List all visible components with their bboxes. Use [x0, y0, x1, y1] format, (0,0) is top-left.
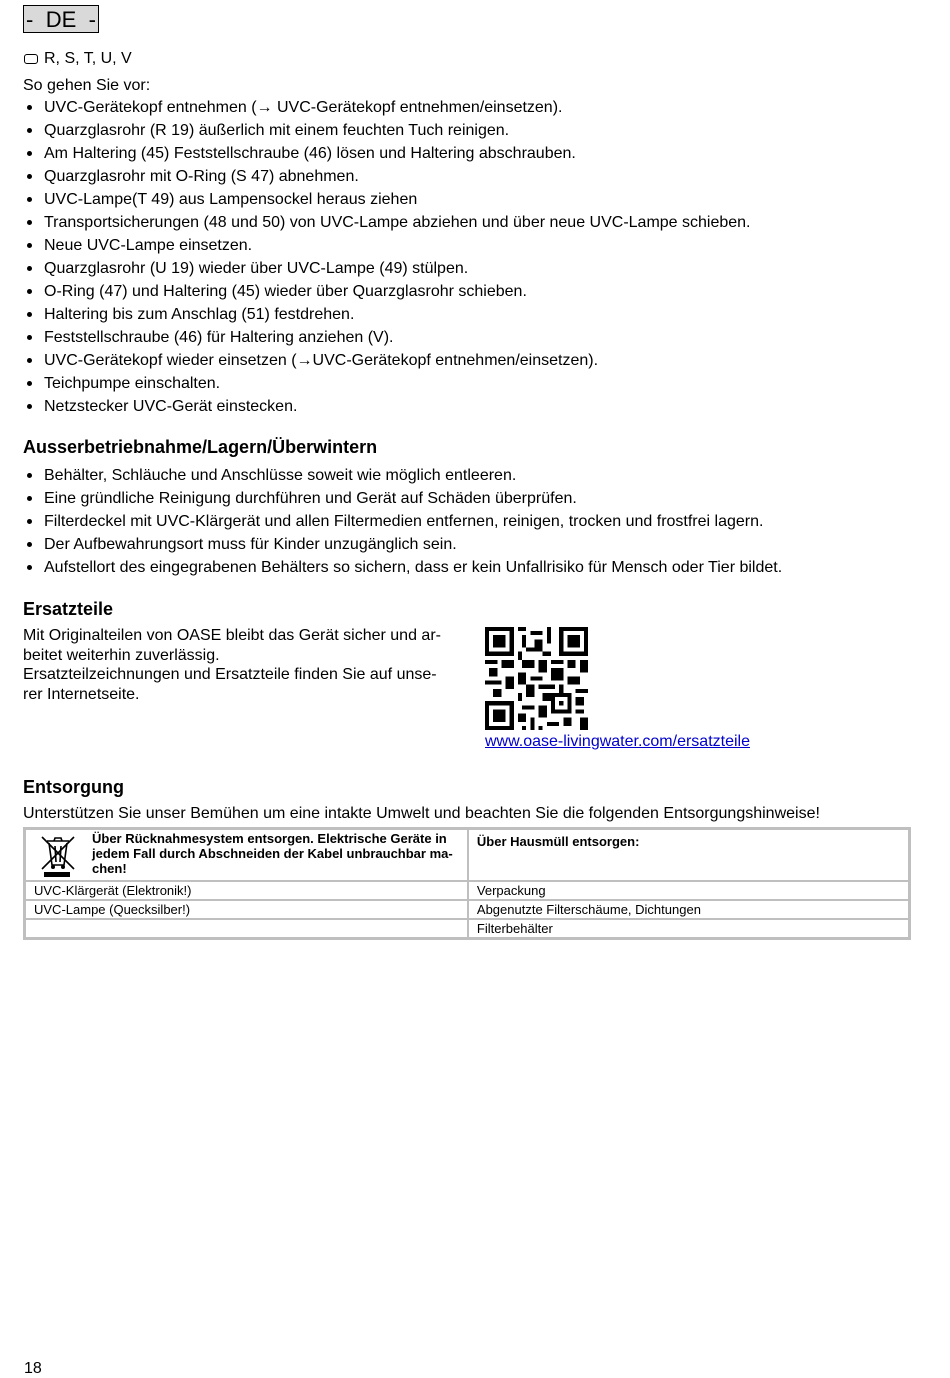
- qr-code-icon: [485, 627, 588, 730]
- list-item: Der Aufbewahrungsort muss für Kinder unzugänglich sein.: [23, 533, 782, 556]
- language-tab: [23, 5, 99, 33]
- table-cell: UVC-Lampe (Quecksilber!): [25, 900, 468, 919]
- table-row: [25, 919, 909, 938]
- list-item: Aufstellort des eingegrabenen Behälters so sichern, dass er kein Unfallrisiko für Mensch oder Tier bildet.: [23, 556, 782, 579]
- lang-code: DE: [45, 7, 77, 32]
- list-item: Teichpumpe einschalten.: [23, 372, 751, 395]
- disposal-intro: Unterstützen Sie unser Bemühen um eine intakte Umwelt und beachten Sie die folgenden Entsorgungshinweise!: [23, 805, 820, 822]
- lang-dash-right: -: [88, 7, 96, 32]
- list-item: Haltering bis zum Anschlag (51) festdrehen.: [23, 303, 751, 326]
- spare-parts-line: beitet weiterhin zuverlässig.: [23, 646, 220, 664]
- list-item: O-Ring (47) und Haltering (45) wieder über Quarzglasrohr schieben.: [23, 280, 751, 303]
- storage-heading: Ausserbetriebnahme/Lagern/Überwintern: [23, 437, 378, 457]
- figure-reference: [24, 49, 132, 68]
- list-item: Eine gründliche Reinigung durchführen und Gerät auf Schäden überprüfen.: [23, 487, 782, 510]
- disposal-col1-line: chen!: [92, 861, 127, 876]
- table-cell: Verpackung: [468, 881, 909, 900]
- table-cell: Filterbehälter: [468, 919, 909, 938]
- list-item: Quarzglasrohr (U 19) wieder über UVC-Lampe (49) stülpen.: [23, 257, 751, 280]
- list-item: UVC-Gerätekopf entnehmen (→ UVC-Gerätekopf entnehmen/einsetzen).: [23, 96, 751, 119]
- crossed-bin-icon: [34, 831, 82, 879]
- storage-list: [23, 464, 782, 579]
- list-item: Filterdeckel mit UVC-Klärgerät und allen Filtermedien entfernen, reinigen, trocken und frostfrei lagern.: [23, 510, 782, 533]
- list-item: Transportsicherungen (48 und 50) von UVC-Lampe abziehen und über neue UVC-Lampe schieben.: [23, 211, 751, 234]
- table-row: [25, 829, 909, 881]
- lang-dash-left: -: [26, 7, 34, 32]
- disposal-col2-heading: Über Hausmüll entsorgen:: [468, 829, 909, 881]
- disposal-heading: Entsorgung: [23, 777, 124, 797]
- list-item: Quarzglasrohr (R 19) äußerlich mit einem feuchten Tuch reinigen.: [23, 119, 751, 142]
- list-item: UVC-Gerätekopf wieder einsetzen (→UVC-Gerätekopf entnehmen/einsetzen).: [23, 349, 751, 372]
- table-cell: [25, 919, 468, 938]
- list-item: Netzstecker UVC-Gerät einstecken.: [23, 395, 751, 418]
- spare-parts-text: [23, 626, 473, 704]
- table-cell: [25, 829, 468, 881]
- spare-parts-line: rer Internetseite.: [23, 685, 140, 703]
- figure-reference-label: R, S, T, U, V: [44, 50, 132, 67]
- spare-parts-heading: Ersatzteile: [23, 599, 114, 619]
- disposal-col1-heading: [92, 831, 453, 879]
- steps-list: [23, 96, 751, 418]
- list-item: Behälter, Schläuche und Anschlüsse soweit wie möglich entleeren.: [23, 464, 782, 487]
- list-item: Quarzglasrohr mit O-Ring (S 47) abnehmen.: [23, 165, 751, 188]
- spare-parts-line: Ersatzteilzeichnungen und Ersatzteile finden Sie auf unse-: [23, 666, 437, 683]
- page-number: 18: [24, 1360, 42, 1377]
- picture-icon: [24, 54, 38, 64]
- list-item: Am Haltering (45) Feststellschraube (46) lösen und Haltering abschrauben.: [23, 142, 751, 165]
- spare-parts-link[interactable]: www.oase-livingwater.com/ersatzteile: [485, 733, 750, 750]
- list-item: Neue UVC-Lampe einsetzen.: [23, 234, 751, 257]
- disposal-col1-line: Über Rücknahmesystem entsorgen. Elektrische Geräte in: [92, 831, 447, 846]
- spare-parts-line: Mit Originalteilen von OASE bleibt das Gerät sicher und ar-: [23, 627, 441, 644]
- list-item: Feststellschraube (46) für Haltering anziehen (V).: [23, 326, 751, 349]
- table-row: [25, 900, 909, 919]
- list-item: UVC-Lampe(T 49) aus Lampensockel heraus ziehen: [23, 188, 751, 211]
- disposal-col1-line: jedem Fall durch Abschneiden der Kabel unbrauchbar ma-: [92, 846, 453, 861]
- table-cell: Abgenutzte Filterschäume, Dichtungen: [468, 900, 909, 919]
- intro-text: So gehen Sie vor:: [23, 77, 151, 94]
- disposal-table: [23, 827, 911, 940]
- table-row: [25, 881, 909, 900]
- table-cell: UVC-Klärgerät (Elektronik!): [25, 881, 468, 900]
